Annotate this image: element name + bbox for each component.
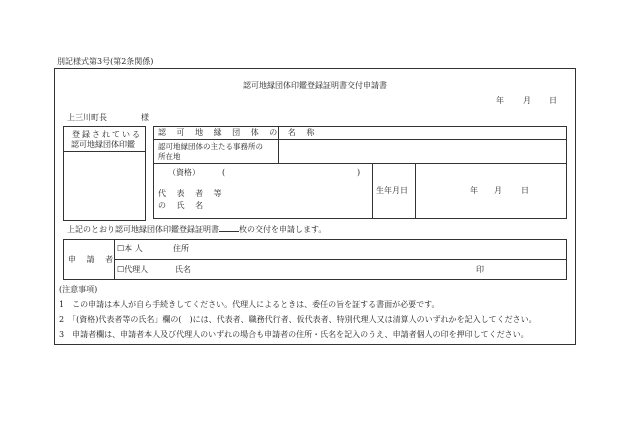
note-item-2: 2 「(資格)代表者等の氏名」欄の( )には、代表者、職務代行者、仮代表者、特別代理人又は清算人のいずれかを記入してください。 [59, 315, 537, 324]
applicant-label: 申 請 者 [68, 255, 118, 264]
note-item-1: 1 この申請は本人が自ら手続きしてください。代理人によるときは、委任の旨を証する書面が必要です。 [59, 300, 440, 309]
birthdate-column-divider-left [372, 163, 373, 219]
org-row-divider-1 [153, 139, 567, 140]
name-label: 氏名 [175, 265, 191, 274]
note-item-3: 3 申請者欄は、申請者本人及び代理人のいずれの場合も申請者の住所・氏名を記入のうえ、申請者個人の印を押印してください。 [59, 330, 529, 339]
representative-label-line1: 代 表 者 等 [158, 189, 226, 198]
qualification-label: （資格） [168, 168, 200, 177]
birthdate-column-divider-right [415, 163, 416, 219]
date-month: 月 [523, 96, 531, 105]
office-address-label-line2: 所在地 [158, 152, 181, 161]
date-day: 日 [549, 96, 557, 105]
birthdate-label: 生年月日 [376, 186, 408, 195]
seal-box-label-line2: 認可地縁団体印鑑 [71, 140, 135, 149]
birth-day: 日 [521, 186, 529, 195]
agent-checkbox[interactable]: ☐代理人 [117, 265, 149, 274]
self-checkbox[interactable]: ☐本 人 [117, 244, 143, 253]
copies-count-blank[interactable] [219, 224, 239, 232]
request-text-prefix: 上記のとおり認可地縁団体印鑑登録証明書 [67, 225, 219, 234]
seal-mark: 印 [476, 265, 484, 274]
org-row-divider-2 [153, 163, 567, 164]
seal-box-label-line1: 登録されている [72, 130, 142, 139]
representative-label-line2: の 氏 名 [158, 201, 208, 210]
birth-month: 月 [494, 186, 502, 195]
seal-box-divider [63, 151, 146, 152]
org-name-label: 認 可 地 縁 団 体 の 名 称 [158, 128, 319, 137]
office-address-label-line1: 認可地縁団体の主たる事務所の [158, 142, 263, 151]
request-sentence [67, 224, 326, 234]
date-year: 年 [496, 96, 504, 105]
applicant-row-divider [114, 259, 567, 260]
request-text-suffix: 枚の交付を申請します。 [239, 225, 327, 234]
notes-heading: (注意事項) [59, 285, 98, 294]
form-number: 別記様式第3号(第2条関係) [57, 57, 154, 66]
address-label: 住所 [173, 244, 189, 253]
form-title: 認可地縁団体印鑑登録証明書交付申請書 [243, 81, 387, 90]
recipient-mayor: 上三川町長 [67, 113, 107, 122]
birth-year: 年 [470, 186, 478, 195]
qualification-paren-open: ( [222, 168, 226, 177]
qualification-paren-close: ) [357, 168, 361, 177]
recipient-honorific: 様 [141, 113, 149, 122]
